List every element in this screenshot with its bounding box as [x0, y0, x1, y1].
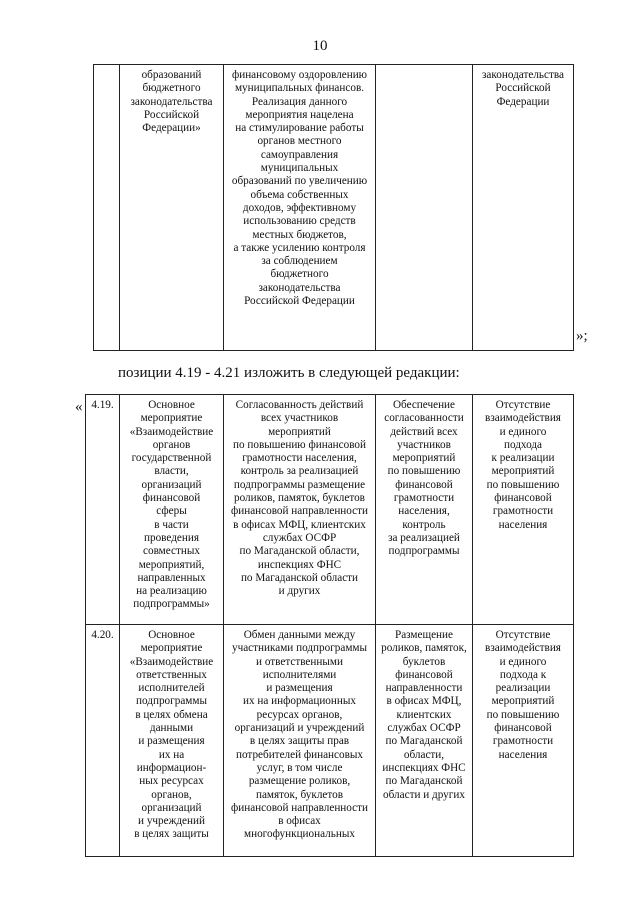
activity-description: Согласованность действий всех участников мероприятий по повышению финансовой грамотности населения, контроль за реализацией подпрограммы размещение роликов, памяток, буклетов финансовой направленности в офисах МФЦ, клиентских службах ОСФР по Магаданской области, инспекциях ФНС по Магаданской области и других — [224, 395, 376, 625]
non-implementation-consequence: Отсутствие взаимодействия и единого подхода к реализации мероприятий по повышению финансовой грамотности населения — [473, 625, 574, 857]
opening-quote: « — [75, 399, 83, 415]
non-implementation-consequence: Отсутствие взаимодействия и единого подхода к реализации мероприятий по повышению финансовой грамотности населения — [473, 395, 574, 625]
expected-result: Обеспечение согласованности действий всех участников мероприятий по повышению финансовой грамотности населения, контроль за реализацией подпрограммы — [376, 395, 473, 625]
table-row — [86, 395, 574, 625]
table-row — [94, 65, 574, 351]
table-row — [86, 625, 574, 857]
amendment-instruction: позиции 4.19 - 4.21 изложить в следующей редакции: — [118, 365, 460, 381]
table-cell-consequence: законодательства Российской Федерации — [473, 65, 574, 351]
table-cell-description: финансовому оздоровлению муниципальных финансов. Реализация данного мероприятия нацелена на стимулирование работы органов местного самоуправления муниципальных образований по увеличению объема собственных доходов, эффективному использованию средств местных бюджетов, а также усилению контроля за соблюдением бюджетного законодательства Российской Федерации — [224, 65, 376, 351]
table-cell-result — [376, 65, 473, 351]
activity-name: Основное мероприятие «Взаимодействие органов государственной власти, организаций финансовой сферы в части проведения совместных мероприятий, направленных на реализацию подпрограммы» — [120, 395, 224, 625]
position-number: 4.20. — [86, 625, 120, 857]
positions-table — [85, 394, 574, 857]
table-cell-number — [94, 65, 120, 351]
activity-name: Основное мероприятие «Взаимодействие ответственных исполнителей подпрограммы в целях обмена данными и размещения их на информацион- ных ресурсах органов, организаций и учреждений в целях защиты — [120, 625, 224, 857]
expected-result: Размещение роликов, памяток, буклетов финансовой направленности в офисах МФЦ, клиентских службах ОСФР по Магаданской области, инспекциях ФНС по Магаданской области и других — [376, 625, 473, 857]
position-number: 4.19. — [86, 395, 120, 625]
activity-description: Обмен данными между участниками подпрограммы и ответственными исполнителями и размещения их на информационных ресурсах органов, организаций и учреждений в целях защиты прав потребителей финансовых услуг, в том числе размещение роликов, памяток, буклетов финансовой направленности в офисах многофункциональных — [224, 625, 376, 857]
closing-quote: »; — [576, 328, 588, 344]
page-number: 10 — [312, 38, 328, 54]
table-cell-name: образований бюджетного законодательства Российской Федерации» — [120, 65, 224, 351]
top-table-fragment — [93, 64, 574, 351]
